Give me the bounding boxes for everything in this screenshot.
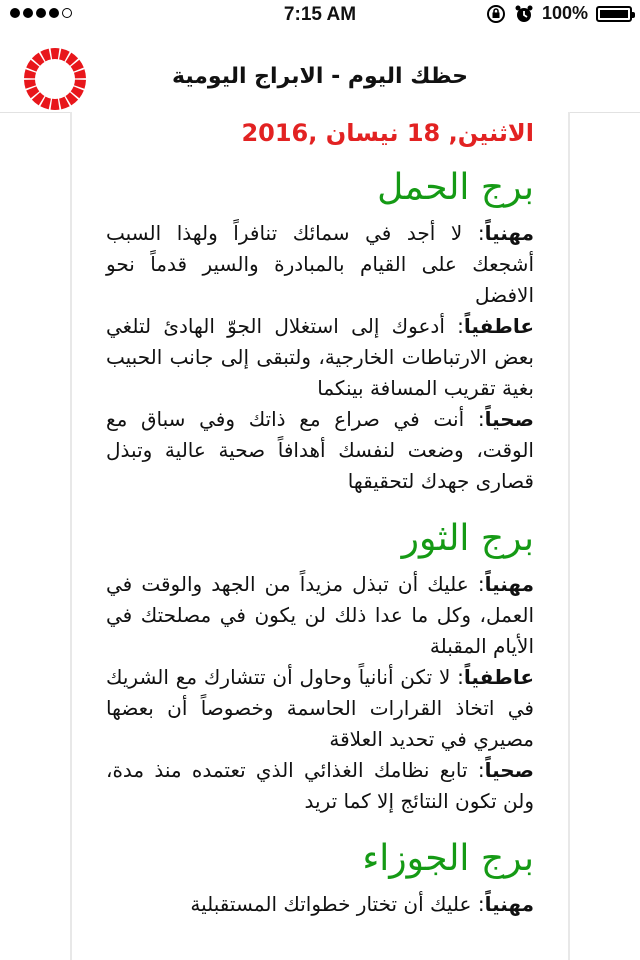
sign-title: برج الحمل — [377, 167, 534, 208]
paragraph-text: : تابع نظامك الغذائي الذي تعتمده منذ مدة، ولن تكون النتائج إلا كما تريد — [106, 758, 534, 813]
logo-segment — [51, 48, 60, 59]
battery-percent: 100% — [541, 3, 588, 23]
paragraph-label: صحياً — [484, 407, 534, 431]
sign-block — [106, 837, 534, 920]
app-header — [0, 40, 640, 113]
sign-title: برج الثور — [401, 518, 534, 559]
horoscope-paragraph — [106, 311, 534, 404]
horoscope-paragraph — [106, 755, 534, 817]
horoscope-paragraph — [106, 218, 534, 311]
date-line: الاثنين, 18 نيسان ,2016 — [241, 119, 534, 147]
horoscope-card[interactable] — [70, 112, 570, 960]
signs-list — [106, 166, 534, 920]
paragraph-label: عاطفياً — [463, 314, 534, 338]
paragraph-text: : أنت في صراع مع ذاتك وفي سباق مع الوقت، وضعت لنفسك أهدافاً صحية عالية وتبذل قصارى جهدك لتحقيقها — [106, 407, 534, 493]
status-time: 7:15 AM — [283, 4, 357, 25]
horoscope-content — [106, 112, 534, 940]
horoscope-paragraph — [106, 662, 534, 755]
paragraph-text: : لا تكن أنانياً وحاول أن تتشارك مع الشريك في اتخاذ القرارات الحاسمة وخصوصاً أن بعضها مصيري في تحديد العلاقة — [106, 665, 534, 751]
sign-title: برج الجوزاء — [362, 838, 534, 879]
paragraph-text: : عليك أن تبذل مزيداً من الجهد والوقت في العمل، وكل ما عدا ذلك لن يكون في مصلحتك في الأيام المقبلة — [106, 572, 534, 658]
paragraph-label: مهنياً — [484, 221, 534, 245]
sign-block — [106, 166, 534, 497]
status-right-group — [486, 3, 632, 24]
paragraph-text: : لا أجد في سمائك تنافراً ولهذا السبب أشجعك على القيام بالمبادرة والسير قدماً نحو الافضل — [106, 221, 534, 307]
paragraph-label: عاطفياً — [463, 665, 534, 689]
paragraph-text: : عليك أن تختار خطواتك المستقبلية — [190, 892, 485, 916]
paragraph-label: مهنياً — [484, 892, 534, 916]
paragraph-label: صحياً — [484, 758, 534, 782]
paragraph-label: مهنياً — [484, 572, 534, 596]
ring-logo-icon[interactable] — [22, 46, 88, 112]
horoscope-paragraph — [106, 889, 534, 920]
alarm-clock-icon — [514, 4, 534, 24]
sign-block — [106, 517, 534, 817]
horoscope-paragraph — [106, 569, 534, 662]
logo-segment — [51, 99, 60, 110]
orientation-lock-icon — [486, 4, 506, 24]
horoscope-paragraph — [106, 404, 534, 497]
battery-icon — [596, 6, 632, 22]
page-title: حظك اليوم - الابراج اليومية — [171, 64, 469, 89]
battery-fill — [600, 10, 628, 18]
paragraph-text: : أدعوك إلى استغلال الجوّ الهادئ لتلغي بعض الارتباطات الخارجية، ولتبقى إلى جانب الحبيب بغية تقريب المسافة بينكما — [106, 314, 534, 400]
status-bar — [0, 0, 640, 40]
